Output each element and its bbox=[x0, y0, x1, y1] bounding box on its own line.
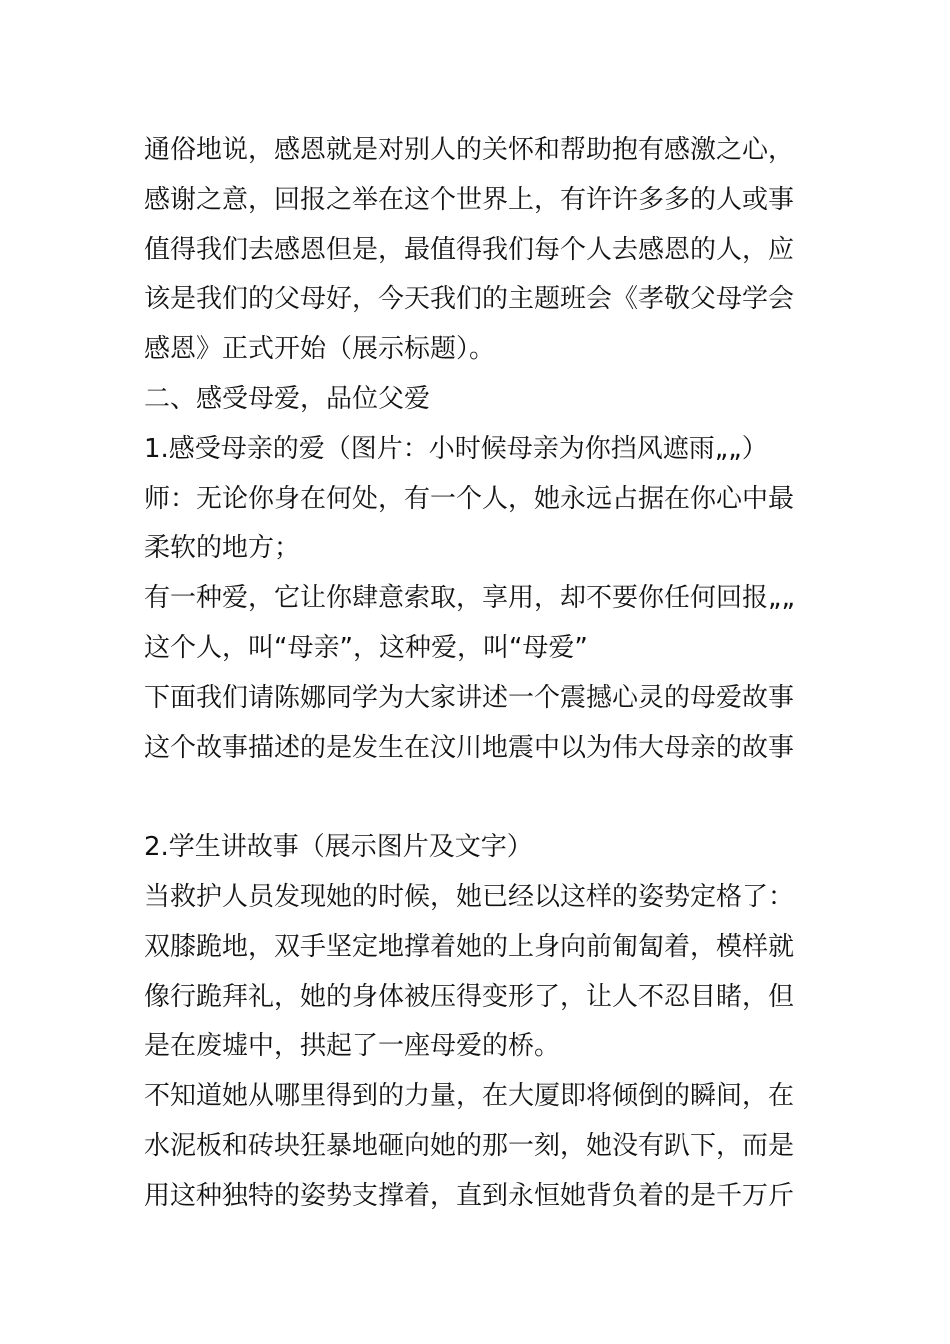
paragraph-line: 柔软的地方； bbox=[144, 533, 301, 564]
paragraph-line: 用这种独特的姿势支撑着，直到永恒她背负着的是千万斤 bbox=[144, 1180, 795, 1211]
paragraph-line: 这个故事描述的是发生在汶川地震中以为伟大母亲的故事 bbox=[144, 732, 795, 763]
paragraph-line: 感谢之意，回报之举在这个世界上，有许许多多的人或事 bbox=[144, 184, 795, 215]
paragraph-line: 有一种爱，它让你肆意索取，享用，却不要你任何回报„„ bbox=[144, 583, 795, 614]
paragraph-line: 该是我们的父母好，今天我们的主题班会《孝敬父母学会 bbox=[144, 284, 795, 315]
paragraph-line: 水泥板和砖块狂暴地砸向她的那一刻，她没有趴下，而是 bbox=[144, 1130, 795, 1161]
subsection-heading: 1.感受母亲的爱（图片：小时候母亲为你挡风遮雨„„） bbox=[144, 433, 768, 464]
paragraph-line: 感恩》正式开始（展示标题）。 bbox=[144, 334, 496, 365]
paragraph-line: 是在废墟中，拱起了一座母爱的桥。 bbox=[144, 1031, 561, 1062]
paragraph-line: 这个人，叫“母亲”，这种爱，叫“母爱” bbox=[144, 632, 588, 663]
paragraph-line: 像行跪拜礼，她的身体被压得变形了，让人不忍目睹，但 bbox=[144, 981, 795, 1012]
subsection-heading: 2.学生讲故事（展示图片及文字） bbox=[144, 832, 533, 863]
paragraph-line: 通俗地说，感恩就是对别人的关怀和帮助抱有感激之心， bbox=[144, 135, 795, 165]
paragraph-line: 值得我们去感恩但是，最值得我们每个人去感恩的人，应 bbox=[144, 234, 795, 265]
paragraph-line: 下面我们请陈娜同学为大家讲述一个震撼心灵的母爱故事 bbox=[144, 682, 795, 713]
document-body bbox=[144, 126, 814, 1222]
paragraph-line: 双膝跪地，双手坚定地撑着她的上身向前匍匐着，模样就 bbox=[144, 931, 795, 962]
blank-line bbox=[144, 773, 814, 823]
section-heading: 二、感受母爱，品位父爱 bbox=[144, 383, 431, 414]
paragraph-line: 当救护人员发现她的时候，她已经以这样的姿势定格了： bbox=[144, 881, 795, 912]
paragraph-line: 师：无论你身在何处，有一个人，她永远占据在你心中最 bbox=[144, 483, 795, 514]
paragraph-line: 不知道她从哪里得到的力量，在大厦即将倾倒的瞬间，在 bbox=[144, 1081, 795, 1112]
